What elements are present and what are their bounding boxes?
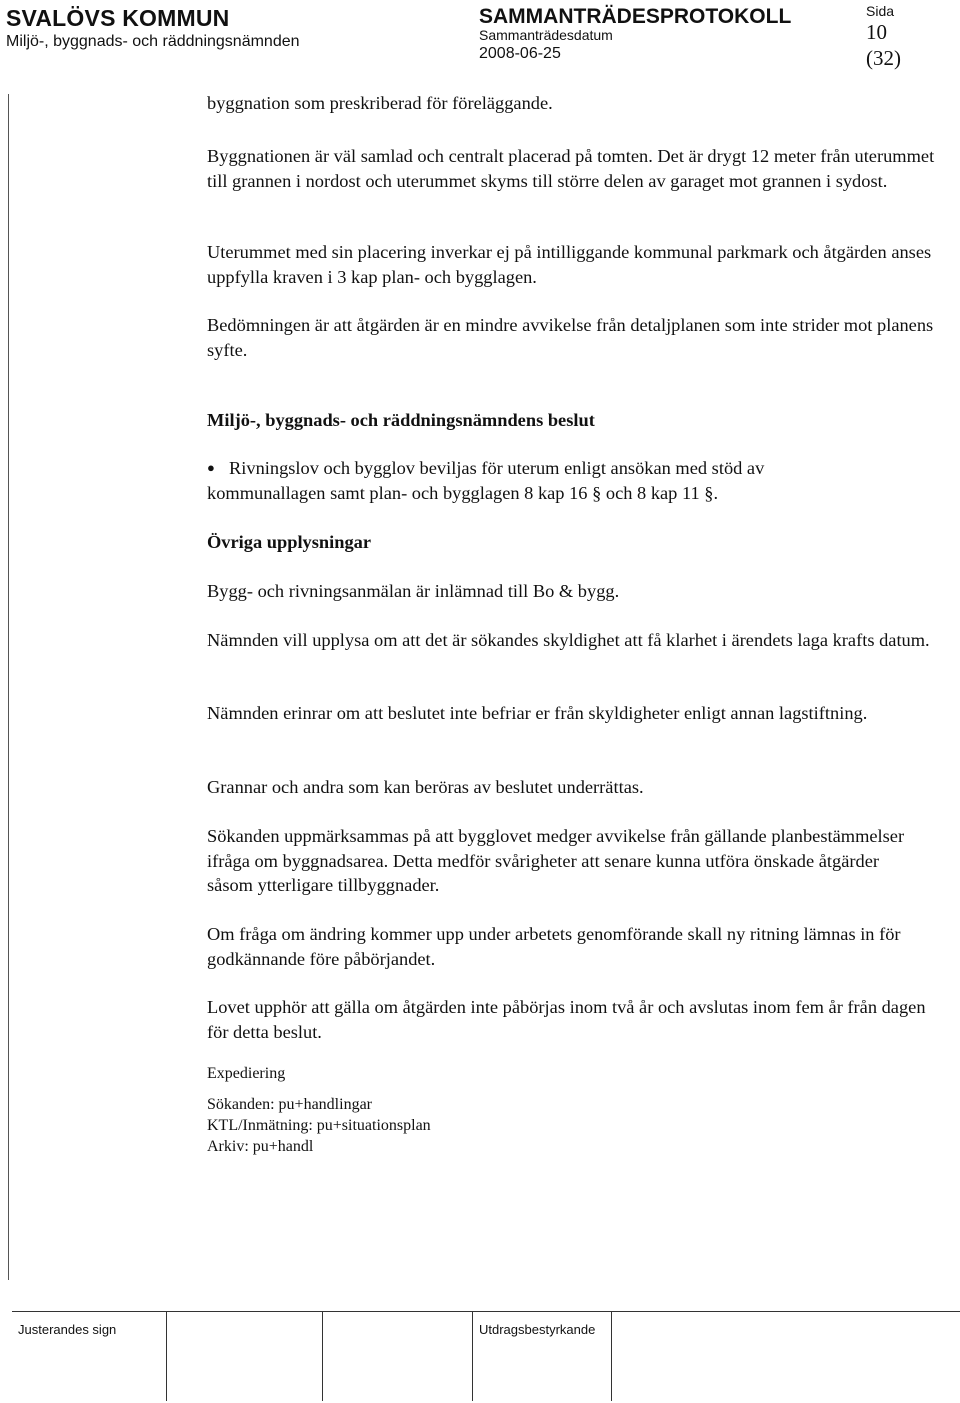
extract-certification-label: Utdragsbestyrkande: [479, 1322, 596, 1337]
paragraph: Grannar och andra som kan beröras av beslutet underrättas.: [207, 777, 644, 797]
expediering-item: Arkiv: pu+handl: [207, 1138, 314, 1155]
paragraph: byggnation som preskriberad för föreläggande.: [207, 93, 553, 113]
decision-text: Rivningslov och bygglov beviljas för uterum enligt ansökan med stöd av kommunallagen samt plan- och bygglagen 8 kap 16 § och 8 kap 11 §.: [207, 458, 765, 503]
document-type: SAMMANTRÄDESPROTOKOLL: [479, 5, 792, 28]
expediering-item: Sökanden: pu+handlingar: [207, 1096, 372, 1113]
footer-divider: [12, 1311, 960, 1312]
footer-cell-divider: [322, 1311, 323, 1401]
decision-heading: Miljö-, byggnads- och räddningsnämndens beslut: [207, 410, 595, 430]
expediering-label: Expediering: [207, 1065, 286, 1082]
paragraph: Bedömningen är att åtgärden är en mindre avvikelse från detaljplanen som inte strider mot planens syfte.: [207, 315, 934, 360]
bullet-icon: ●: [207, 460, 215, 475]
other-info-heading: Övriga upplysningar: [207, 532, 372, 552]
page-number: 10: [866, 20, 887, 44]
paragraph: Lovet upphör att gälla om åtgärden inte påbörjas inom två år och avslutas inom fem år från dagen för detta beslut.: [207, 997, 926, 1042]
left-margin-rule: [8, 94, 9, 1280]
expediering-item: KTL/Inmätning: pu+situationsplan: [207, 1117, 431, 1134]
footer-cell-divider: [472, 1311, 473, 1401]
meeting-date-label: Sammanträdesdatum: [479, 27, 613, 43]
page-label: Sida: [866, 3, 895, 19]
meeting-date: 2008-06-25: [479, 45, 561, 62]
paragraph: Om fråga om ändring kommer upp under arbetets genomförande skall ny ritning lämnas in för godkännande före påbörjandet.: [207, 924, 901, 969]
footer-cell-divider: [166, 1311, 167, 1401]
paragraph: Byggnationen är väl samlad och centralt placerad på tomten. Det är drygt 12 meter från uterummet till grannen i nordost och uterummet skyms till större delen av garaget mot grannen i sydost.: [207, 146, 935, 191]
signature-label: Justerandes sign: [18, 1322, 117, 1337]
paragraph: Sökanden uppmärksammas på att bygglovet medger avvikelse från gällande planbestämmelser ifråga om byggnadsarea. Detta medför svårigheter att senare kunna utföra önskade åtgärder såsom ytterligare tillbyggnader.: [207, 826, 905, 895]
paragraph: Nämnden erinrar om att beslutet inte befriar er från skyldigheter enligt annan lagstiftning.: [207, 703, 868, 723]
decision-bullet-item: [207, 456, 867, 505]
organization-name: SVALÖVS KOMMUN: [6, 5, 230, 31]
page-total: (32): [866, 46, 901, 70]
paragraph: Uterummet med sin placering inverkar ej på intilliggande kommunal parkmark och åtgärden anses uppfylla kraven i 3 kap plan- och bygglagen.: [207, 242, 932, 287]
paragraph: Bygg- och rivningsanmälan är inlämnad till Bo & bygg.: [207, 581, 620, 601]
committee-name: Miljö-, byggnads- och räddningsnämnden: [6, 33, 300, 50]
paragraph: Nämnden vill upplysa om att det är sökandes skyldighet att få klarhet i ärendets laga krafts datum.: [207, 630, 930, 650]
footer-cell-divider: [611, 1311, 612, 1401]
